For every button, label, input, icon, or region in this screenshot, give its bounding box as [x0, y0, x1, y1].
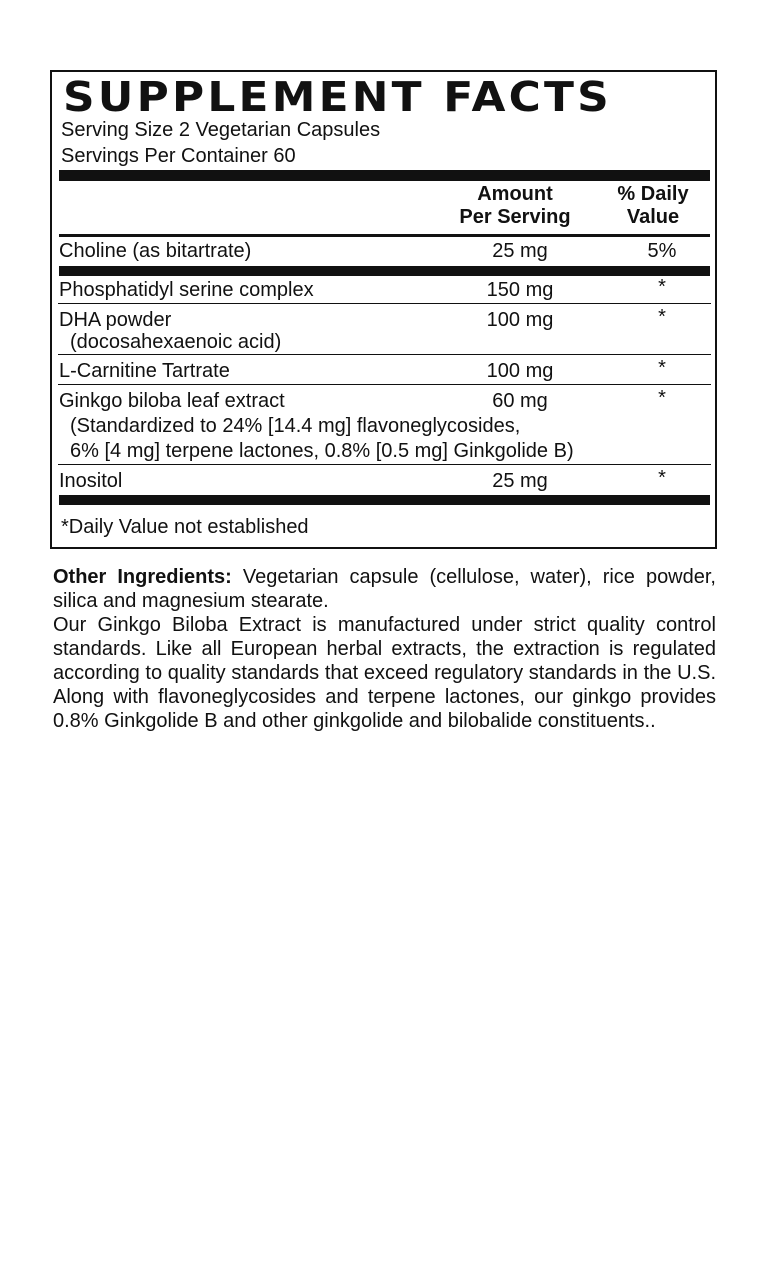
supplement-facts-panel: [50, 70, 717, 549]
nutrient-daily-value: *: [658, 276, 666, 298]
nutrient-name: DHA powder: [59, 309, 172, 331]
panel-title: SUPPLEMENT FACTS: [63, 73, 612, 121]
ingredients-paragraph: [53, 565, 716, 613]
row-divider: [58, 464, 711, 465]
nutrient-amount: 60 mg: [492, 390, 548, 412]
nutrient-daily-value: *: [658, 467, 666, 489]
header-amount-line1: Amount: [477, 183, 553, 205]
amount-per-serving-header: [455, 183, 575, 229]
serving-size: Serving Size 2 Vegetarian Capsules: [61, 119, 381, 141]
thick-divider-bottom: [59, 495, 710, 505]
header-divider: [59, 234, 710, 237]
nutrient-amount: 150 mg: [486, 279, 554, 301]
product-description: Our Ginkgo Biloba Extract is manufactured under strict quality control standards. Like all European herbal extracts, the extraction is regulated according to quality standards that exceed regulatory standards in the U.S. Along with flavoneglycosides and terpene lactones, our ginkgo provides 0.8% Ginkgolide B and other ginkgolide and bilobalide constituents..: [53, 614, 716, 732]
nutrient-name: Phosphatidyl serine complex: [59, 279, 314, 301]
nutrient-name: Ginkgo biloba leaf extract: [59, 390, 285, 412]
nutrient-amount: 25 mg: [492, 240, 548, 262]
nutrient-daily-value: 5%: [647, 240, 677, 262]
nutrient-subtext: (Standardized to 24% [14.4 mg] flavoneglycosides,: [70, 415, 521, 437]
nutrient-daily-value: *: [658, 357, 666, 379]
row-divider: [58, 384, 711, 385]
nutrient-amount: 100 mg: [486, 360, 554, 382]
nutrient-name: Inositol: [59, 470, 123, 492]
header-dv-line2: Value: [626, 206, 680, 228]
other-ingredients-text: Vegetarian capsule (cellulose, water), rice powder, silica and magnesium stearate.: [53, 566, 716, 612]
other-ingredients-section: [53, 565, 716, 733]
nutrient-amount: 25 mg: [492, 470, 548, 492]
footnote: *Daily Value not established: [61, 516, 309, 538]
row-divider: [58, 303, 711, 304]
nutrient-amount: 100 mg: [486, 309, 554, 331]
header-dv-line1: % Daily: [617, 183, 689, 205]
nutrient-daily-value: *: [658, 387, 666, 409]
servings-per-container: Servings Per Container 60: [61, 145, 296, 167]
row-divider: [58, 354, 711, 355]
nutrient-name: L-Carnitine Tartrate: [59, 360, 230, 382]
nutrient-subtext: 6% [4 mg] terpene lactones, 0.8% [0.5 mg] Ginkgolide B): [70, 440, 574, 462]
daily-value-header: [608, 183, 698, 229]
header-amount-line2: Per Serving: [459, 206, 571, 228]
nutrient-daily-value: *: [658, 306, 666, 328]
thick-divider-top: [59, 170, 710, 181]
nutrient-subtext: (docosahexaenoic acid): [70, 331, 282, 353]
nutrient-name: Choline (as bitartrate): [59, 240, 252, 262]
thick-divider-middle: [59, 266, 710, 276]
other-ingredients-label: Other Ingredients:: [53, 566, 232, 588]
